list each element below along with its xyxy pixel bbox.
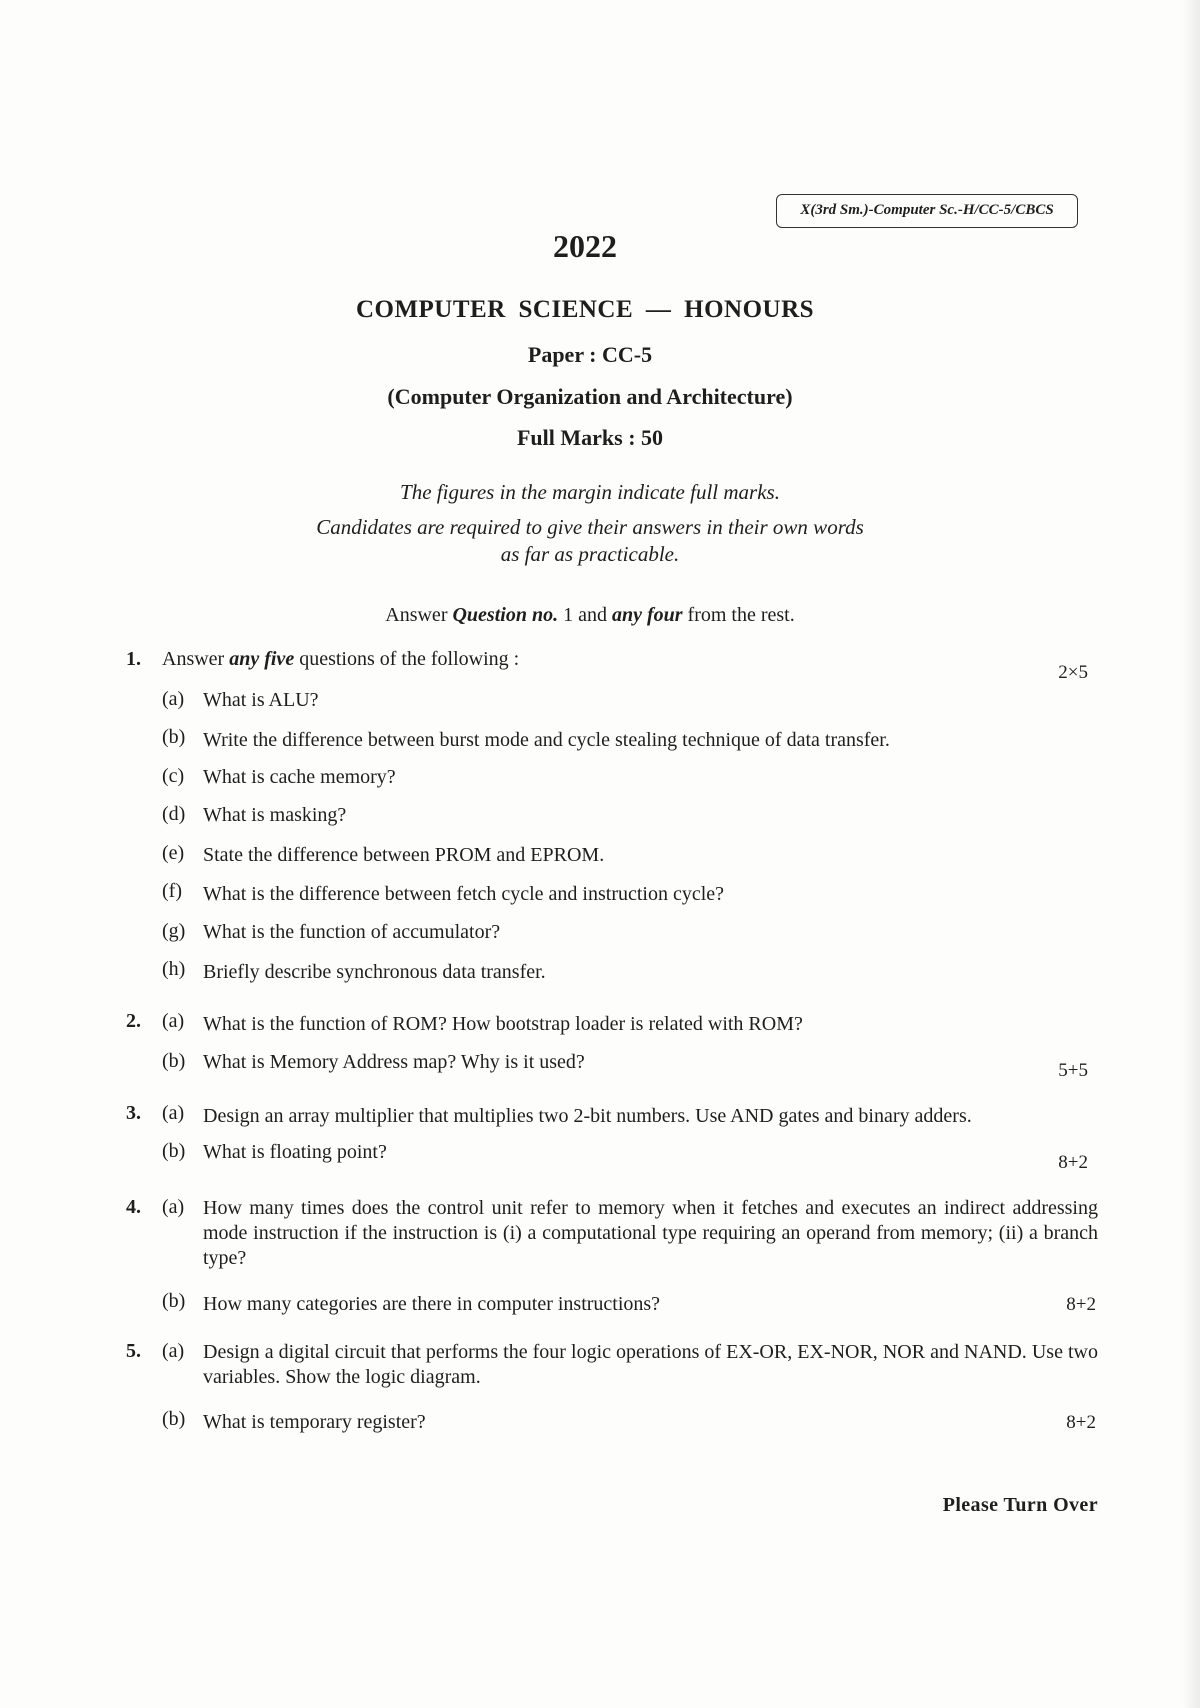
question-marks: 8+2 <box>1066 1294 1096 1315</box>
full-marks: Full Marks : 50 <box>516 425 664 450</box>
note-line-2: Candidates are required to give their answers in their own words <box>316 515 864 539</box>
sub-question-text: How many categories are there in computer instructions? <box>203 1293 661 1315</box>
q1-emph-text: any five <box>229 648 295 670</box>
sub-question-label: (a) <box>162 1340 185 1362</box>
instruction-part-1: Answer <box>385 604 453 626</box>
question-number: 4. <box>126 1196 141 1218</box>
sub-question-text: State the difference between PROM and EPROM. <box>203 844 605 866</box>
question-number: 5. <box>126 1340 141 1362</box>
sub-question-label: (a) <box>162 1102 185 1124</box>
sub-question-label: (c) <box>162 765 185 787</box>
note-line-1: The figures in the margin indicate full marks. <box>400 480 780 504</box>
q1-rest-text: questions of the following : <box>294 648 520 670</box>
sub-question-text: What is the function of accumulator? <box>203 921 501 943</box>
sub-question-text: What is ALU? <box>203 689 319 711</box>
please-turn-over: Please Turn Over <box>942 1494 1098 1516</box>
question-marks: 8+2 <box>1058 1152 1088 1173</box>
subject-title: COMPUTER SCIENCE — HONOURS <box>355 296 815 323</box>
sub-question-label: (a) <box>162 1196 185 1218</box>
course-title: (Computer Organization and Architecture) <box>387 384 793 409</box>
question-number: 2. <box>126 1010 141 1032</box>
instruction-emph-1: Question no. <box>452 604 559 626</box>
paper-label: Paper : CC-5 <box>527 342 653 367</box>
sub-question-label: (b) <box>162 1408 186 1430</box>
exam-year: 2022 <box>553 228 617 264</box>
sub-question-label: (h) <box>162 958 186 980</box>
question-number: 3. <box>126 1102 141 1124</box>
sub-question-label: (a) <box>162 688 185 710</box>
sub-question-text: What is masking? <box>203 804 347 826</box>
sub-question-text: What is cache memory? <box>203 766 396 788</box>
paper-code-box: X(3rd Sm.)-Computer Sc.-H/CC-5/CBCS <box>776 194 1078 228</box>
sub-question-text: What is temporary register? <box>203 1411 426 1433</box>
question-marks: 2×5 <box>1058 662 1088 683</box>
sub-question-label: (e) <box>162 842 185 864</box>
sub-question-label: (b) <box>162 1290 186 1312</box>
sub-question-label: (a) <box>162 1010 185 1032</box>
page-edge-shadow <box>1182 0 1200 1708</box>
sub-question-text: What is Memory Address map? Why is it used? <box>203 1051 585 1073</box>
question-number: 1. <box>126 648 141 670</box>
sub-question-label: (b) <box>162 1140 186 1162</box>
sub-question-text: What is the function of ROM? How bootstrap loader is related with ROM? <box>203 1013 803 1035</box>
sub-question-text: How many times does the control unit refer to memory when it fetches and executes an indirect addressing mode instruction if the instruction is (i) a computational type requiring an operand from memory; (ii) a branch type? <box>203 1197 1098 1269</box>
sub-question-label: (b) <box>162 726 186 748</box>
instruction-part-3: from the rest. <box>682 604 795 626</box>
sub-question-text: What is the difference between fetch cycle and instruction cycle? <box>203 883 725 905</box>
sub-question-label: (b) <box>162 1050 186 1072</box>
q1-lead-text: Answer <box>162 648 230 670</box>
sub-question-label: (d) <box>162 803 186 825</box>
note-line-3: as far as practicable. <box>500 542 680 566</box>
answer-instruction <box>0 604 1180 627</box>
sub-question-text: Design a digital circuit that performs the four logic operations of EX-OR, EX-NOR, NOR and NAND. Use two variables. Show the logic diagram. <box>203 1341 1098 1388</box>
question-marks: 5+5 <box>1058 1060 1088 1081</box>
sub-question-label: (g) <box>162 920 186 942</box>
instruction-emph-2: any four <box>611 604 683 626</box>
sub-question-text: What is floating point? <box>203 1141 387 1163</box>
sub-question-label: (f) <box>162 880 182 902</box>
instruction-part-2: 1 and <box>558 604 612 626</box>
question-marks: 8+2 <box>1066 1412 1096 1433</box>
sub-question-text: Write the difference between burst mode and cycle stealing technique of data transfer. <box>203 729 890 751</box>
sub-question-text: Design an array multiplier that multiplies two 2-bit numbers. Use AND gates and binary adders. <box>203 1105 972 1127</box>
sub-question-text: Briefly describe synchronous data transfer. <box>203 961 546 983</box>
question-1-lead <box>162 648 519 671</box>
